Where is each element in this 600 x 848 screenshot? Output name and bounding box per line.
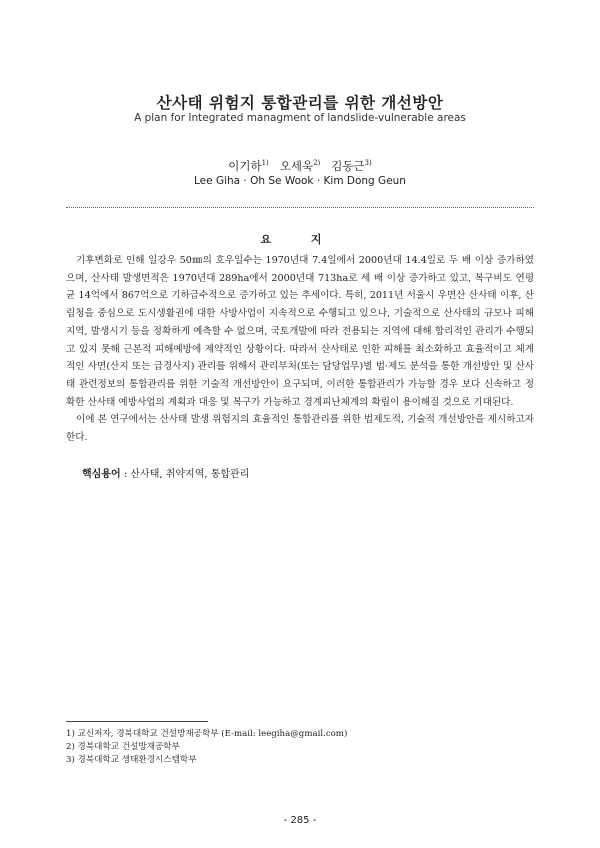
footnote: 2) 경북대학교 건설방재공학부 (66, 742, 180, 753)
authors-korean (0, 158, 600, 174)
page-number: - 285 - (283, 815, 317, 826)
author-footnote-mark: 3) (364, 159, 372, 168)
header-divider (66, 207, 534, 208)
keywords-label: 핵심용어 (82, 469, 121, 480)
abstract-paragraph: 이에 본 연구에서는 산사태 발생 위험지의 효율적인 통합관리를 위한 법제도적, 기술적 개선방안을 제시하고자 한다. (66, 414, 534, 444)
author-name: 오세욱 (279, 159, 314, 173)
footnote: 1) 교신저자, 경북대학교 건설방재공학부 (E-mail: leegiha@gmail.com) (66, 729, 348, 739)
abstract-body (66, 252, 534, 447)
keywords-list: : 산사태, 취약지역, 통합관리 (123, 469, 250, 480)
footnotes (66, 728, 536, 768)
footnote-divider (66, 721, 208, 722)
keywords (82, 465, 532, 480)
abstract-heading: 요 지 (260, 233, 340, 246)
footnote: 3) 경북대학교 생태환경시스템학부 (66, 755, 197, 766)
author-name: 김동근 (331, 159, 365, 173)
paper-title: 산사태 위험지 통합관리를 위한 개선방안 (156, 93, 444, 112)
authors-english: Lee Giha · Oh Se Wook · Kim Dong Geun (194, 175, 406, 187)
author-footnote-mark: 1) (261, 159, 269, 168)
paper-subtitle: A plan for Integrated managment of landslide-vulnerable areas (134, 112, 466, 124)
author-name: 이기하 (228, 159, 262, 173)
author-footnote-mark: 2) (313, 159, 321, 168)
abstract-paragraph: 기후변화로 인해 일강우 50㎜의 호우일수는 1970년대 7.4일에서 2000년대 14.4일로 두 배 이상 증가하였으며, 산사태 발생면적은 1970년대 289ha에서 2000년대 713ha로 세 배 이상 증가하고 있고, 복구비도 연평균 14억에서 867억으로 기하급수적으로 증가하고 있는 추세이다. 특히, 2011년 서울시 우면산 산사태 이후, 산림청을 중심으로 도시생활권에 대한 사방사업이 지속적으로 수행되고 있으나, 기술적으로 산사태의 규모나 피해지역, 발생시기 등을 정확하게 예측할 수 없으며, 국토개발에 따라 전용되는 지역에 대해 합리적인 관리가 수행되고 있지 못해 근본적 피해예방에 제약적인 상황이다. 따라서 산사태로 인한 피해를 최소화하고 효율적이고 체계적인 사면(산지 또는 급경사지) 관리를 위해서 관리부처(또는 담당업무)별 법·제도 분석을 통한 개선방안 및 산사태 관련정보의 통합관리를 위한 기술적 개선방안이 요구되며, 이러한 통합관리가 가능할 경우 보다 신속하고 정확한 산사태 예방사업의 계획과 대응 및 복구가 가능하고 경계피난체계의 확립이 용이해질 것으로 기대된다. (66, 255, 534, 408)
